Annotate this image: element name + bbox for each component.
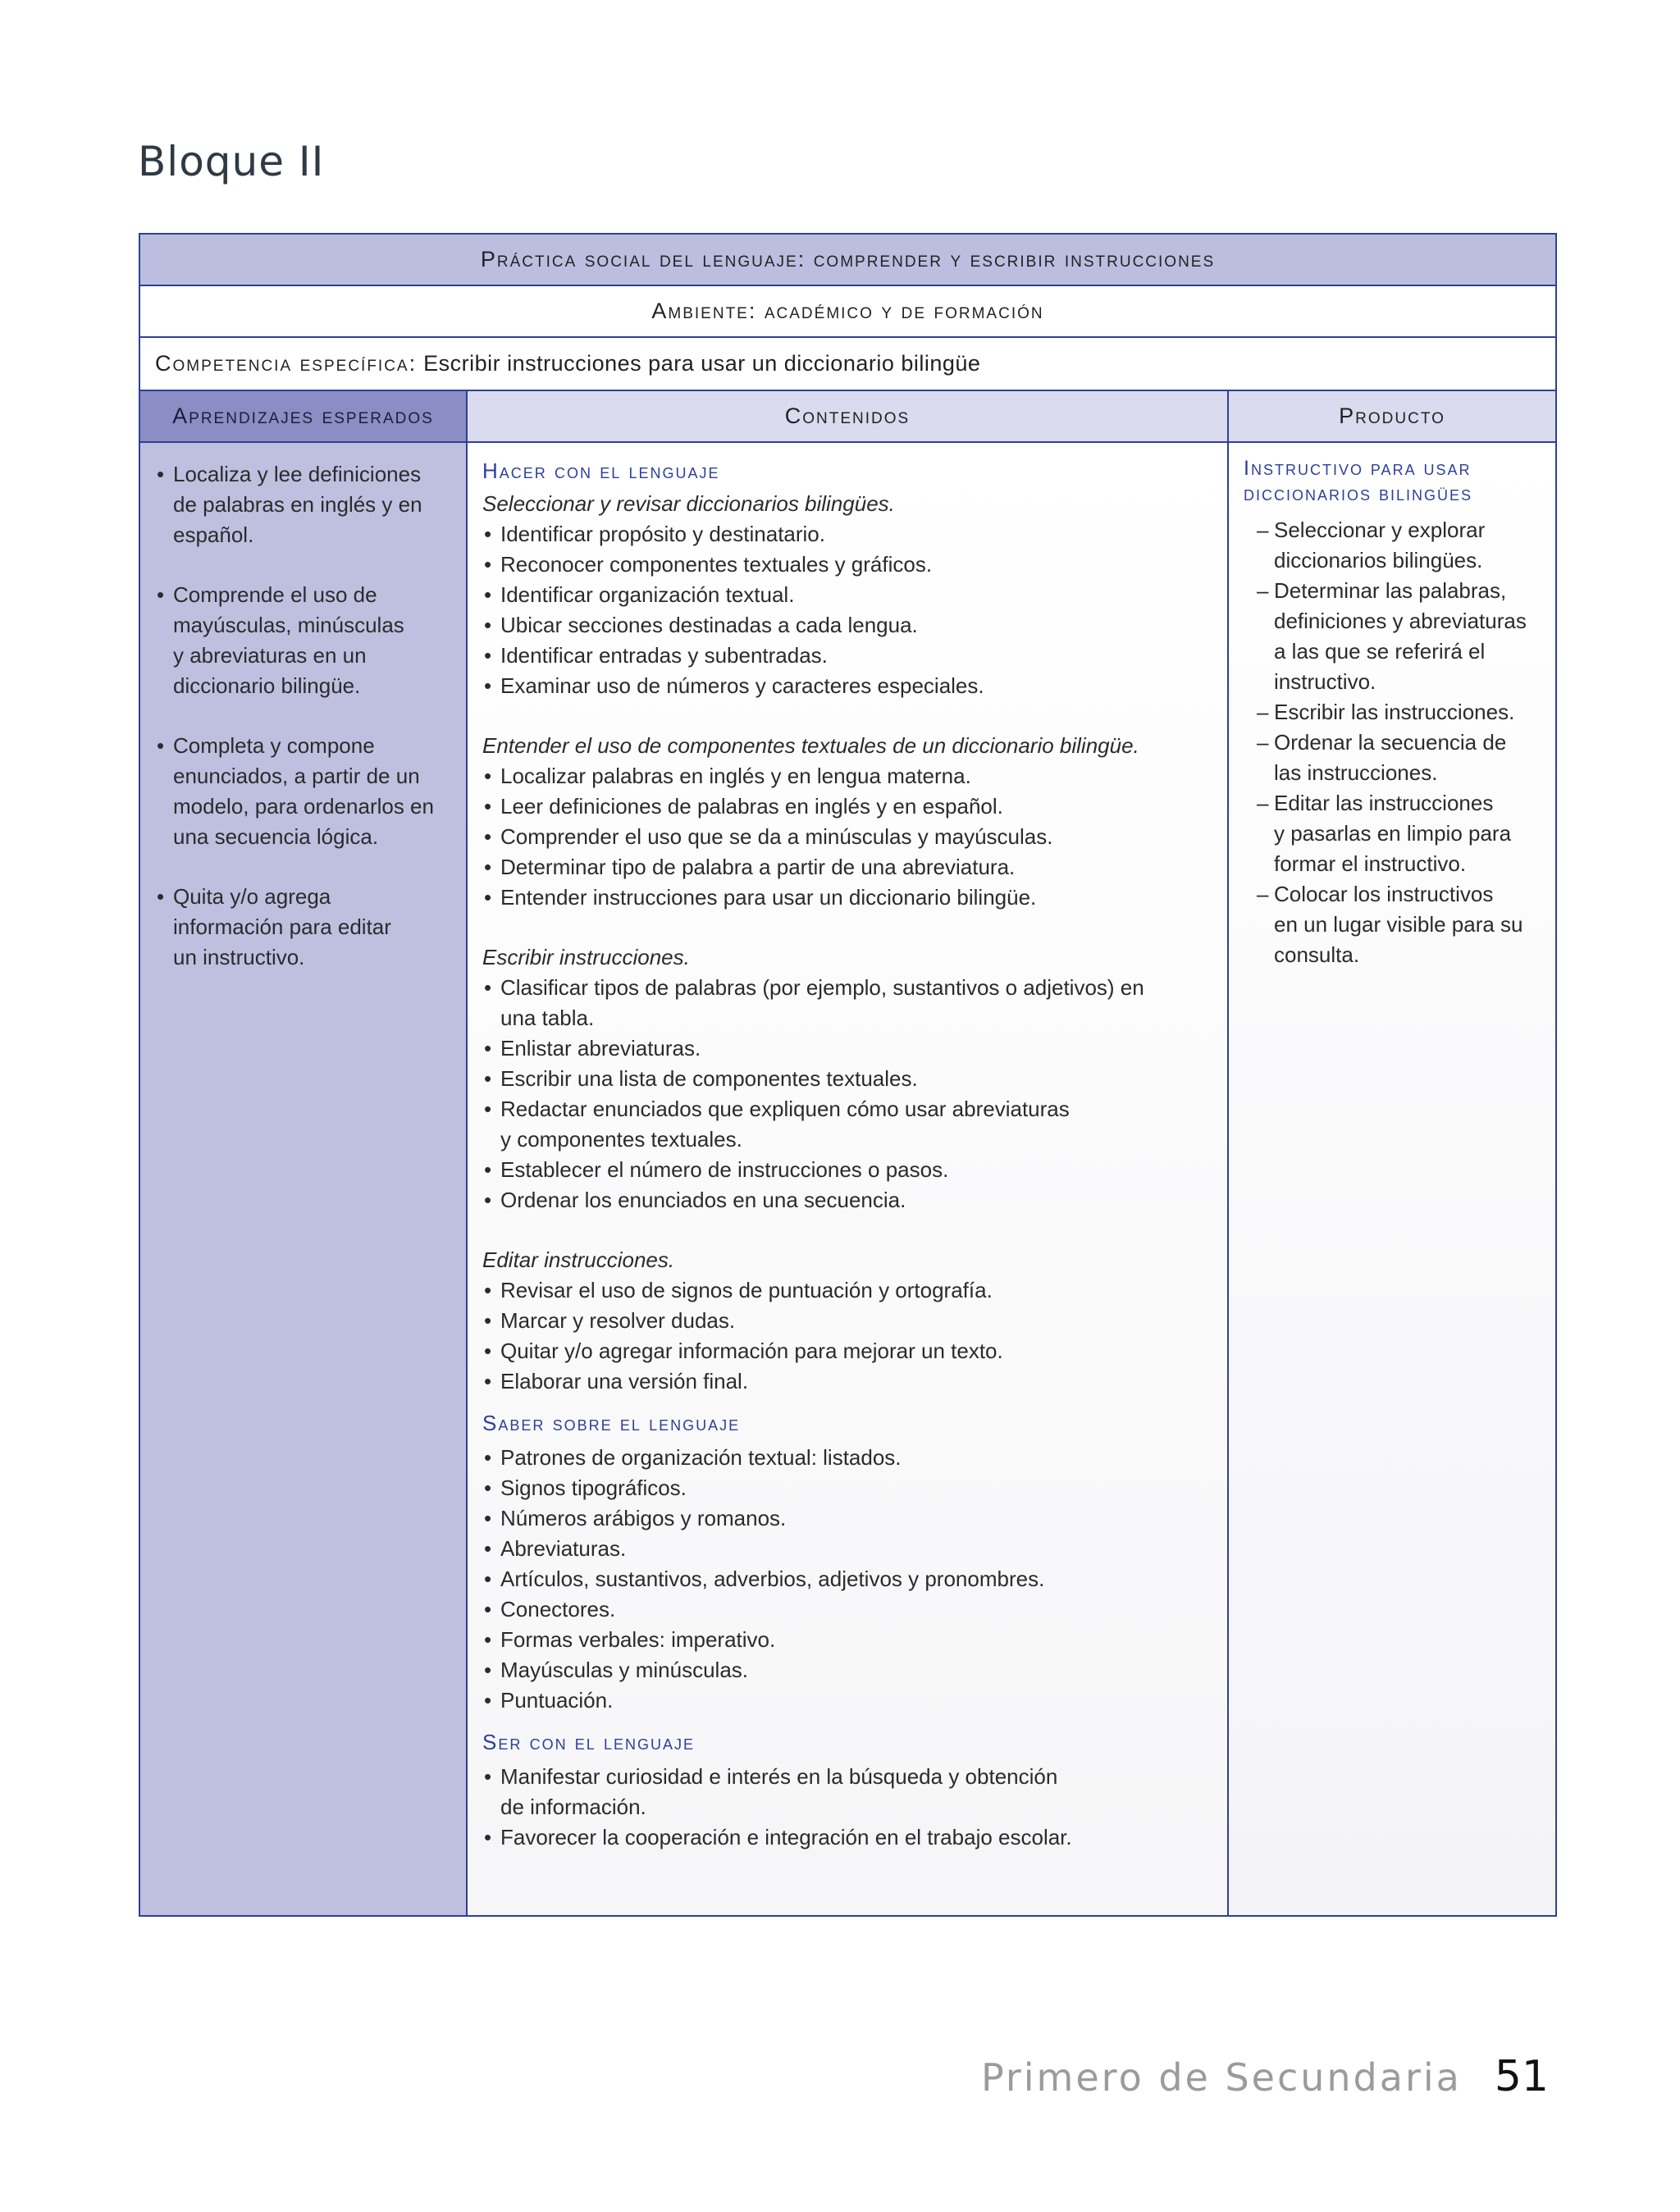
producto-list xyxy=(1244,515,1545,970)
text-line: • Clasificar tipos de palabras (por ejemplo, sustantivos o adjetivos) en xyxy=(500,975,1144,1000)
text-line: de información. xyxy=(500,1795,646,1819)
text-line: • Manifestar curiosidad e interés en la búsqueda y obtención xyxy=(500,1764,1058,1789)
text-line: • Identificar entradas y subentradas. xyxy=(500,643,828,668)
text-line: enunciados, a partir de un xyxy=(173,764,420,788)
text-line: • Completa y compone xyxy=(173,733,375,758)
text-line: • Establecer el número de instrucciones o pasos. xyxy=(500,1157,949,1182)
list-item xyxy=(482,883,1219,913)
hacer-group xyxy=(482,731,1219,913)
list-item xyxy=(482,1762,1219,1822)
text-line: diccionarios bilingües. xyxy=(1274,548,1483,572)
producto-item xyxy=(1244,788,1545,879)
text-line: – Colocar los instructivos xyxy=(1274,882,1494,906)
text-line: mayúsculas, minúsculas xyxy=(173,613,404,637)
contenidos-header: Contenidos xyxy=(468,391,1229,441)
column-headers xyxy=(140,391,1555,443)
text-line: las instrucciones. xyxy=(1274,760,1438,785)
producto-column xyxy=(1229,443,1555,1915)
list-item: • Mayúsculas y minúsculas. xyxy=(482,1655,1219,1685)
page-number: 51 xyxy=(1494,2052,1549,2101)
aprendizajes-column xyxy=(140,443,468,1915)
competencia-text: Escribir instrucciones para usar un diccionario bilingüe xyxy=(423,351,981,376)
list-item xyxy=(482,610,1219,641)
list-item xyxy=(482,973,1219,1033)
hacer-group xyxy=(482,489,1219,701)
competencia-row xyxy=(140,338,1555,391)
hacer-group xyxy=(482,942,1219,1215)
text-line: español. xyxy=(173,522,254,547)
saber-list xyxy=(482,1443,1219,1716)
text-line: modelo, para ordenarlos en xyxy=(173,794,434,819)
text-line: • Entender instrucciones para usar un diccionario bilingüe. xyxy=(500,885,1037,910)
text-line: – Seleccionar y explorar xyxy=(1274,518,1486,542)
list-item: • Puntuación. xyxy=(482,1685,1219,1716)
aprendizaje-item xyxy=(155,580,458,701)
text-line: • Reconocer componentes textuales y gráficos. xyxy=(500,552,933,577)
list-item: • Abreviaturas. xyxy=(482,1534,1219,1564)
text-line: – Editar las instrucciones xyxy=(1274,791,1494,815)
producto-item xyxy=(1244,727,1545,788)
page-title: Bloque II xyxy=(138,138,325,185)
text-line: consulta. xyxy=(1274,942,1360,967)
list-item xyxy=(482,550,1219,580)
text-line: – Escribir las instrucciones. xyxy=(1274,700,1515,724)
text-line: • Leer definiciones de palabras en inglés y en español. xyxy=(500,794,1003,819)
text-line: • Localizar palabras en inglés y en lengua materna. xyxy=(500,764,971,788)
text-line: • Ubicar secciones destinadas a cada lengua. xyxy=(500,613,918,637)
text-line: • Quita y/o agrega xyxy=(173,884,331,909)
list-item: • Patrones de organización textual: listados. xyxy=(482,1443,1219,1473)
text-line: • Marcar y resolver dudas. xyxy=(500,1308,736,1333)
aprendizaje-item xyxy=(155,882,458,973)
text-line: • Comprender el uso que se da a minúsculas y mayúsculas. xyxy=(500,824,1053,849)
list-item xyxy=(482,1064,1219,1094)
list-item xyxy=(482,580,1219,610)
producto-heading-line: Instructivo para usar xyxy=(1244,457,1472,480)
text-line: • Escribir una lista de componentes textuales. xyxy=(500,1066,918,1091)
hacer-group xyxy=(482,1245,1219,1397)
aprendizajes-header: Aprendizajes esperados xyxy=(140,391,468,441)
text-line: • Identificar propósito y destinatario. xyxy=(500,522,825,546)
producto-header: Producto xyxy=(1229,391,1555,441)
footer-text: Primero de Secundaria xyxy=(980,2055,1462,2100)
text-line: • Quitar y/o agregar información para mejorar un texto. xyxy=(500,1339,1003,1363)
list-item: • Signos tipográficos. xyxy=(482,1473,1219,1503)
text-line: una tabla. xyxy=(500,1006,595,1030)
text-line: una secuencia lógica. xyxy=(173,824,379,849)
producto-heading-line: diccionarios bilingües xyxy=(1244,482,1472,505)
aprendizaje-item xyxy=(155,731,458,852)
hacer-subtitle: Entender el uso de componentes textuales de un diccionario bilingüe. xyxy=(482,733,1139,758)
hacer-subtitle: Editar instrucciones. xyxy=(482,1247,675,1272)
ser-heading: Ser con el lenguaje xyxy=(482,1730,696,1754)
ser-list xyxy=(482,1762,1219,1853)
text-line: • Examinar uso de números y caracteres especiales. xyxy=(500,673,984,698)
text-line: • Ordenar los enunciados en una secuencia. xyxy=(500,1188,906,1212)
list-item: • Formas verbales: imperativo. xyxy=(482,1625,1219,1655)
list-item xyxy=(482,671,1219,701)
page-footer xyxy=(981,2052,1549,2101)
text-line: • Identificar organización textual. xyxy=(500,582,795,607)
list-item xyxy=(482,641,1219,671)
text-line: definiciones y abreviaturas xyxy=(1274,609,1527,633)
text-line: instructivo. xyxy=(1274,669,1376,694)
list-item xyxy=(482,1822,1219,1853)
text-line: • Favorecer la cooperación e integración en el trabajo escolar. xyxy=(500,1825,1072,1849)
list-item xyxy=(482,1033,1219,1064)
list-item xyxy=(482,1185,1219,1215)
list-item: • Números arábigos y romanos. xyxy=(482,1503,1219,1534)
text-line: y componentes textuales. xyxy=(500,1127,742,1152)
text-line: – Determinar las palabras, xyxy=(1274,578,1507,603)
text-line: • Comprende el uso de xyxy=(173,582,377,607)
text-line: • Elaborar una versión final. xyxy=(500,1369,749,1393)
contenidos-column xyxy=(468,443,1229,1915)
producto-heading xyxy=(1244,456,1545,507)
list-item xyxy=(482,791,1219,822)
practica-header: Práctica social del lenguaje: comprender y escribir instrucciones xyxy=(140,235,1555,286)
producto-item xyxy=(1244,879,1545,970)
list-item xyxy=(482,1275,1219,1306)
text-line: • Revisar el uso de signos de puntuación y ortografía. xyxy=(500,1278,993,1302)
text-line: de palabras en inglés y en xyxy=(173,492,422,517)
list-item: • Conectores. xyxy=(482,1594,1219,1625)
hacer-heading: Hacer con el lenguaje xyxy=(482,458,720,483)
list-item xyxy=(482,1094,1219,1155)
list-item xyxy=(482,822,1219,852)
producto-item xyxy=(1244,697,1545,727)
text-line: a las que se referirá el xyxy=(1274,639,1486,664)
program-table xyxy=(139,233,1557,1917)
aprendizaje-item xyxy=(155,459,458,550)
text-line: • Determinar tipo de palabra a partir de una abreviatura. xyxy=(500,855,1016,879)
text-line: información para editar xyxy=(173,914,391,939)
table-body xyxy=(140,443,1555,1915)
list-item: • Artículos, sustantivos, adverbios, adjetivos y pronombres. xyxy=(482,1564,1219,1594)
text-line: un instructivo. xyxy=(173,945,305,969)
producto-item xyxy=(1244,576,1545,697)
list-item xyxy=(482,1155,1219,1185)
text-line: • Enlistar abreviaturas. xyxy=(500,1036,701,1060)
hacer-subtitle: Seleccionar y revisar diccionarios bilingües. xyxy=(482,491,895,516)
competencia-label: Competencia específica: xyxy=(155,351,418,376)
saber-heading: Saber sobre el lenguaje xyxy=(482,1411,741,1435)
ambiente-header: Ambiente: académico y de formación xyxy=(140,286,1555,338)
text-line: • Localiza y lee definiciones xyxy=(173,462,422,486)
text-line: y abreviaturas en un xyxy=(173,643,367,668)
text-line: en un lugar visible para su xyxy=(1274,912,1523,937)
text-line: formar el instructivo. xyxy=(1274,851,1467,876)
producto-item xyxy=(1244,515,1545,576)
text-line: – Ordenar la secuencia de xyxy=(1274,730,1507,755)
text-line: diccionario bilingüe. xyxy=(173,673,361,698)
list-item xyxy=(482,1306,1219,1336)
list-item xyxy=(482,852,1219,883)
text-line: y pasarlas en limpio para xyxy=(1274,821,1512,846)
hacer-groups xyxy=(482,489,1219,1397)
text-line: • Redactar enunciados que expliquen cómo usar abreviaturas xyxy=(500,1097,1070,1121)
list-item xyxy=(482,519,1219,550)
list-item xyxy=(482,1336,1219,1366)
hacer-subtitle: Escribir instrucciones. xyxy=(482,945,690,969)
list-item xyxy=(482,761,1219,791)
list-item xyxy=(482,1366,1219,1397)
